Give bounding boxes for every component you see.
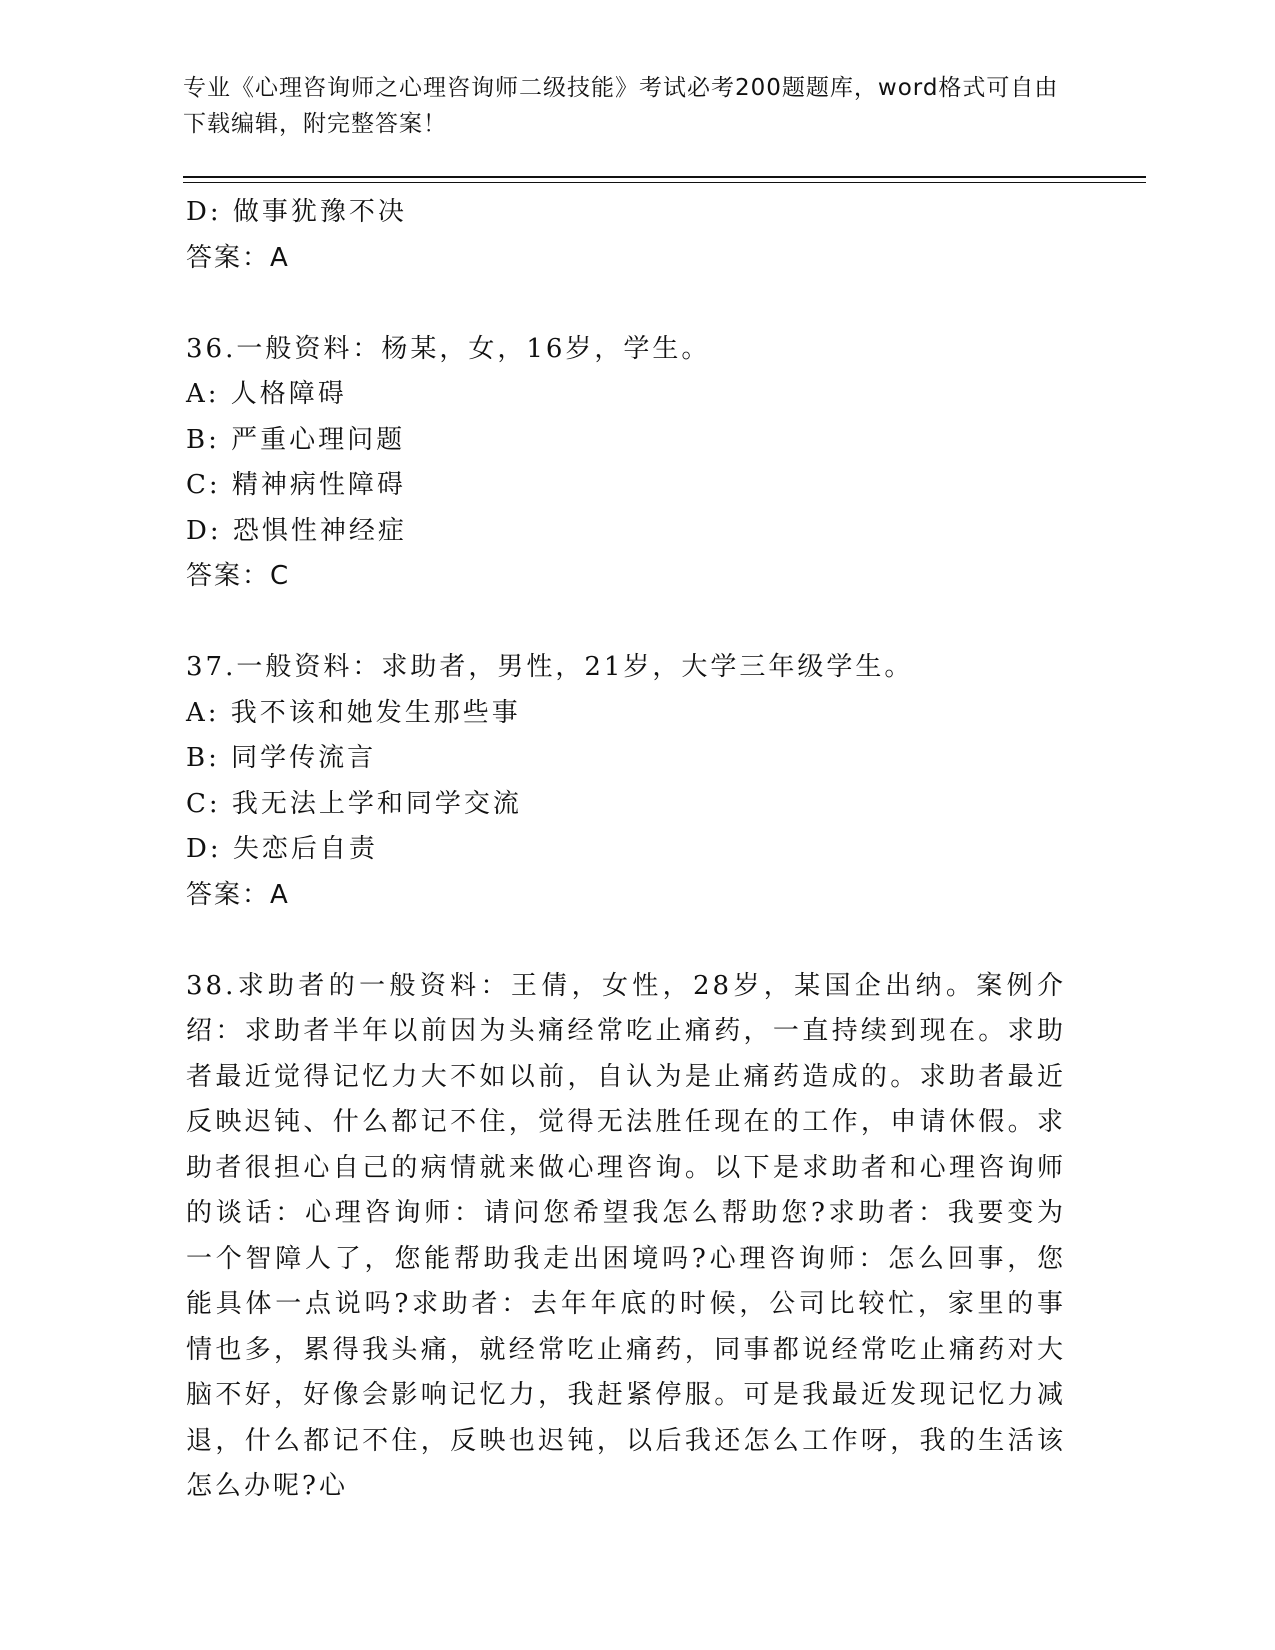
- header-rule-thick: [183, 176, 1146, 178]
- spacer: [186, 918, 1066, 964]
- q36-stem: 36.一般资料：杨某，女，16岁，学生。: [186, 333, 711, 364]
- q37-option-b: B: 同学传流言: [186, 743, 377, 773]
- q37-option-c: C: 我无法上学和同学交流: [186, 788, 522, 819]
- q37-option-d: D: 失恋后自责: [186, 834, 378, 864]
- q37-stem: 37.一般资料：求助者，男性，21岁，大学三年级学生。: [186, 652, 914, 682]
- header-rule-thin: [183, 182, 1146, 183]
- q37-answer: 答案：A: [186, 879, 290, 910]
- q36-answer: 答案：C: [186, 561, 291, 591]
- q36-option-c: C: 精神病性障碍: [186, 470, 406, 500]
- q38-stem: 38.求助者的一般资料：王倩，女性，28岁，某国企出纳。案例介绍：求助者半年以前因为头痛经常吃止痛药，一直持续到现在。求助者最近觉得记忆力大不如以前，自认为是止痛药造成的。求助者最近反映迟钝、什么都记不住，觉得无法胜任现在的工作，申请休假。求助者很担心自己的病情就来做心理咨询。以下是求助者和心理咨询师的谈话：心理咨询师：请问您希望我怎么帮助您?求助者：我要变为一个智障人了，您能帮助我走出困境吗?心理咨询师：怎么回事，您能具体一点说吗?求助者：去年年底的时候，公司比较忙，家里的事情也多，累得我头痛，就经常吃止痛药，同事都说经常吃止痛药对大脑不好，好像会影响记忆力，我赶紧停服。可是我最近发现记忆力减退，什么都记不住，反映也迟钝，以后我还怎么工作呀，我的生活该怎么办呢?心: [186, 970, 1066, 1501]
- document-header: 专业《心理咨询师之心理咨询师二级技能》考试必考200题题库，word格式可自由下载编辑，附完整答案！: [183, 75, 1059, 137]
- q36-option-d: D: 恐惧性神经症: [186, 515, 407, 546]
- question-content: [186, 190, 1066, 1510]
- spacer: [186, 600, 1066, 646]
- q35-option-d: D: 做事犹豫不决: [186, 197, 407, 227]
- spacer: [186, 281, 1066, 327]
- q37-option-a: A: 我不该和她发生那些事: [186, 697, 521, 728]
- q36-option-a: A: 人格障碍: [186, 379, 347, 409]
- q35-answer: 答案：A: [186, 242, 290, 273]
- q36-option-b: B: 严重心理问题: [186, 424, 406, 455]
